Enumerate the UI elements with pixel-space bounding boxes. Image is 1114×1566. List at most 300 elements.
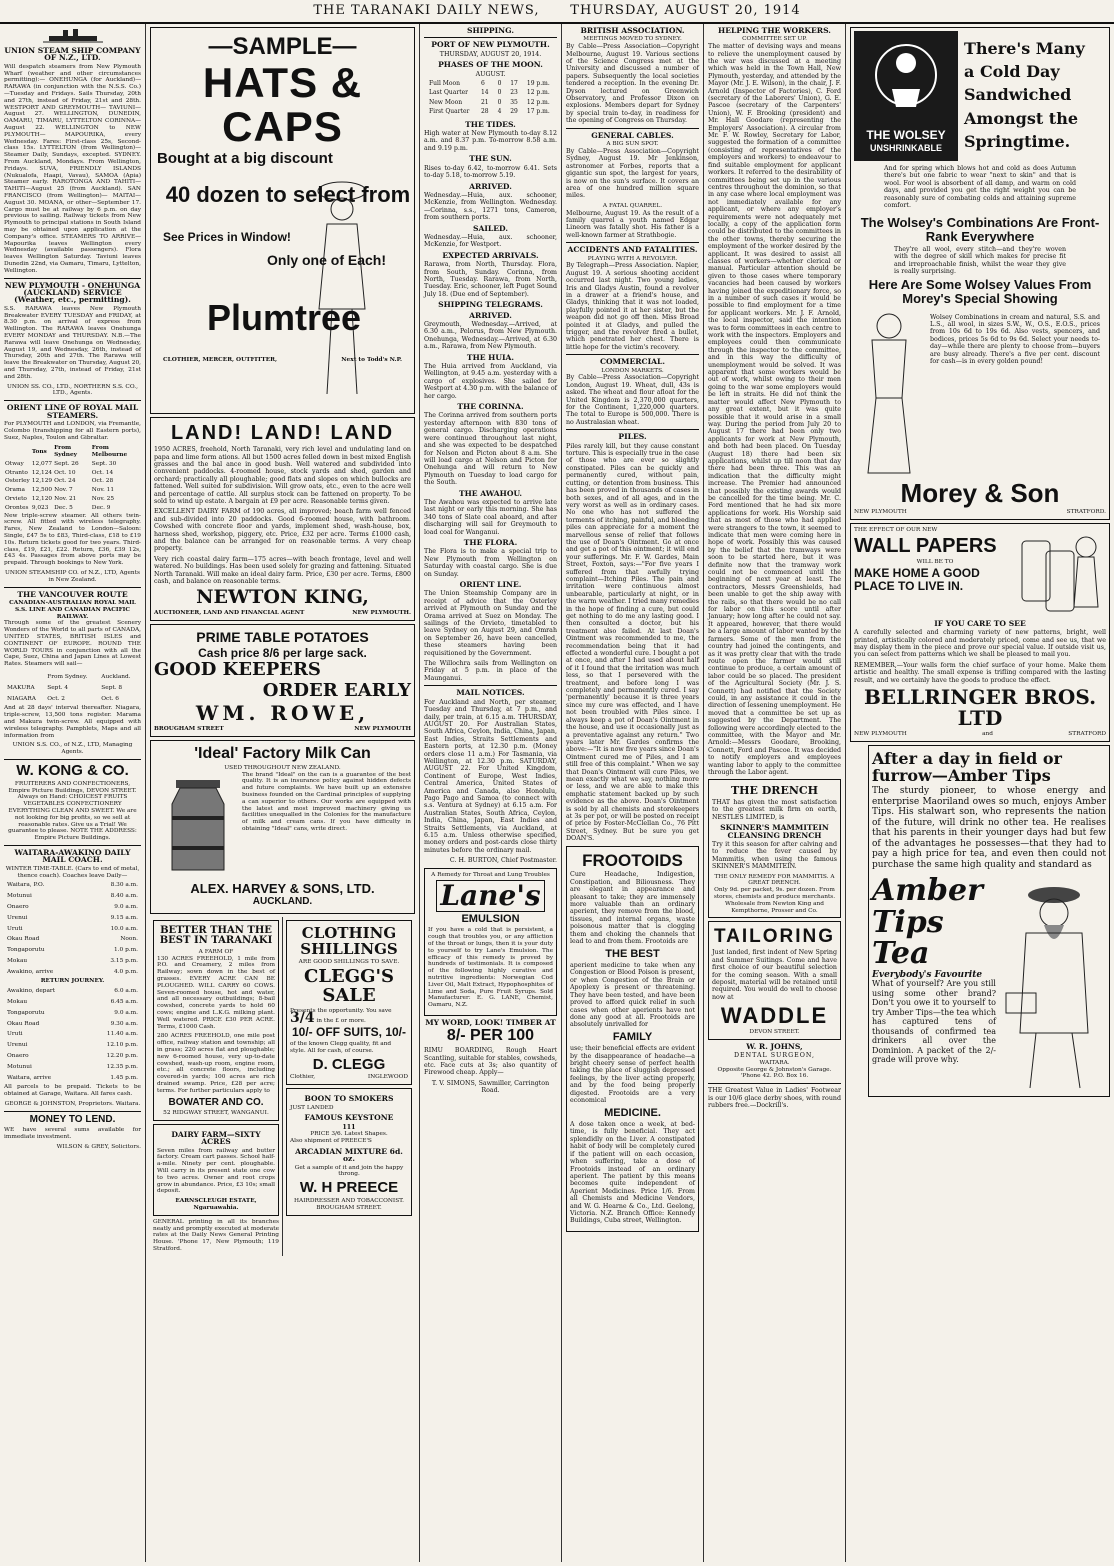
combinations-heading: The Wolsey's Combinations Are Front-Rank Everywhere [860,215,1100,245]
skinner-heading: SKINNER'S MAMMITEIN CLEANSING DRENCH [720,823,829,840]
hats-heading: HATS & CAPS [202,59,363,151]
awahou-text: The Awahou was expected to arrive late last night or early this morning. She has 340 tons of Slate coal aboard, and after discharging will sail for Greymouth to load coal for Wanganui. [424,498,557,536]
cell: Oct. 28 [91,478,114,485]
ba-sub: MEETINGS MOVED TO SYDNEY. [583,36,682,43]
waitara-text: All parcels to be prepaid. Tickets to be obtained at Garage, Waitara. All fares cash. [4,1084,141,1098]
column-2-lower [150,917,415,1256]
wallpaper-be: WILL BE TO [916,558,954,565]
johns-heading: W. R. JOHNS, [746,1042,803,1052]
amber-logo: Amber Tips Tea [872,873,983,972]
divider [4,400,141,401]
table-row [6,1030,139,1039]
only-price: Only 9d. per packet, 9s. per dozen. From stores, chemists and produce merchants. [713,887,836,901]
cell: 6.45 a.m. [110,999,138,1006]
expected-heading: EXPECTED ARRIVALS. [442,250,539,260]
cell: 12.20 p.m. [106,1053,138,1060]
cell: Nov. 7 [54,487,73,494]
cell: Oct. 2 [47,695,65,702]
column-1 [0,24,146,1562]
dclegg-row [290,1074,408,1081]
order-early: ORDER EARLY [262,680,411,702]
clothing-heading: CLOTHING SHILLINGS [300,923,398,958]
better-heading: BETTER THAN THE BEST IN TARANAKI [159,924,273,947]
orient-signature: UNION STEAMSHIP CO. of N.Z., LTD, Agents in New Zealand. [5,570,140,583]
rowe-address-1: BROUGHAM STREET [154,726,224,733]
wolsey-badge-name: THE WOLSEY [866,128,946,142]
wallpaper-heading-block [854,527,1016,617]
cell: Okau Road [7,1020,40,1027]
earnscleugh: EARNSCLEUGH ESTATE, Ngaruawahia. [175,1198,257,1211]
lanes-text: If you have a cold that is persistent, a cough that troubles you, or any affliction of the throat or lungs, then it is your duty to yourself to try Lane's Emulsion. The efficacy of this remedy is proved by hundreds of testimonials. It is composed of the following highly curative and nutritive ingredients: Norwegian Cod Liver Oil, Malt Extract, Hypophosphites of Lime and Soda, Pure Fruit Syrups. Sold Manufacturer: E. G. LANE, Chemist, Oamaru, N.Z. [428,927,553,1009]
cell: 9,023 [31,504,49,511]
amber-text-2: What of yourself? Are you still using some other brand? Don't you owe it to yourself to try Amber Tips—the tea which has captured tens of thousands of confirmed tea drinkers all over the Dominion. A packet of the 2/- grade will prove why. [872,979,996,1065]
frootoids-heading: FROOTOIDS [582,850,683,870]
timber-heading: MY WORD, LOOK! TIMBER AT [425,1017,556,1027]
boon-sub: JUST LANDED [290,1104,334,1111]
morey-address-1: NEW PLYMOUTH [854,508,907,515]
tides-text: High water at New Plymouth to-day 8.12 a.m. and 8.37 p.m. To-morrow 8.58 a.m. and 9.19 p.m. [424,130,557,152]
frootoids-ad [566,846,699,1232]
quarrel-text: Melbourne, August 19. As the result of a family quarrel a youth named Edgar Lineorn was fatally shot. His father is a well-known farmer at Strathbogie. [566,209,699,239]
wallpaper-heading: WALL PAPERS [854,534,997,557]
dclegg-name: D. CLEGG [312,1055,386,1073]
newton-address: NEW PLYMOUTH. [352,610,411,617]
dozen-heading: 40 dozen to select from [165,182,411,208]
land-heading: LAND! LAND! LAND [170,422,395,445]
cell: Orama [5,487,25,494]
milk-body [154,772,411,880]
family-text: use; their beneficial effects are evident by the disappearance of headache—a bright cheery sense of perfect health taking the place of sluggish depressed feelings, by the liver acting properly, and by the food being properly digested. Frootoids are a very economical [570,1045,695,1105]
amber-tips-ad [868,745,1110,1098]
waddle-name: WADDLE [720,1003,829,1029]
ussco-text: Will despatch steamers from New Plymouth Wharf (weather and other circumstances permitting):— ONEHUNGA (for Auckland)— RARAWA (in conjunction with the N.S.S. Co.)—Tuesday and Fridays. Sails Thursday, 20th and 27th, instead of Friday, 21st and 28th. WESTPORT AND GREYMOUTH— TAVIUNI—August 27. WELLINGTON, DUNEDIN, OAMARU, TIMARU, LYTTELTON CORINNA—August 22. WELLINGTON to NEW PLYMOUTH— MAPOURIKA, every Wednesday. Fares: First-class 25s, Second-class 15s. LYTTELTON (from Wellington)— Steamer Daily, Sundays, excepted. SYDNEY. From Auckland, Mondays. From Wellington, Fridays. SUVA, FRIENDLY ISLANDS (Nukualofa, Haapi, Vavau), SAMOA (Apia) Steamer early. RAROTONGA AND TAHITI— TAHITI—August 25 (from Auckland). SAN FRANCISCO (from Wellington)— MAITAI—August 30. MOANA, or other—September 17. Cargo must be at railway by 6 p.m. on day previous to sailing. Railway tickets from New Plymouth to principal stations in South Island may be obtained upon application at the Company's office. STEAMERS TO ARRIVE— Mapourika leaves Wellington every Wednesday (available passengers). Flora leaves Wellington Saturday. Taviuni leaves Dunedin 22nd, via Oamaru, Timaru, Lyttelton, Wellington. [4,63,141,274]
plumtree-address: Next to Todd's N.P. [341,357,402,364]
divider [4,1111,141,1112]
orient-text-2: New triple-screw steamer. All others twin-screw. All fitted with wireless telegraphy. Fares, New Zealand to London—Saloon: Single, £47 5s to £83, Third-class, £18 to £19 10s. Return tickets good for two years. Third-class, £19, £21, £22. Return, £36, £39 12s, £43 4s. Passages from above ports may be prepaid. Through bookings to New York. [4,512,141,567]
orient-table [4,444,141,512]
tailoring-ad [708,921,841,1040]
unshrinkable-label: UNSHRINKABLE [870,142,942,153]
table-row [6,1063,139,1072]
markets-text: By Cable—Press Association—Copyright London, August 19. Wheat, dull, 43s is asked. The wheat and flour afloat for the United Kingdom is 2,370,000 quarters, for the Continent, 1,220,000 quarters. The total to Europe is 500,000. There is no Australasian wheat. [566,374,699,426]
only-one: Only one of Each! [267,252,387,269]
cell: Otranto [5,469,28,476]
table-row [6,695,139,704]
cell: 28 [480,108,489,116]
rarawa-text: S.S. RARAWA leaves New Plymouth Breakwater EVERY TUESDAY and FRIDAY, at 8.30 p.m. on arrival of express from Wellington. The RARAWA leaves Onehunga EVERY MONDAY and THURSDAY. N.B.—The Rarawa will leave Onehunga on Wednesday, August 19, and Wednesday, 26th, instead of Thursday, 20th and 27th. The Rarawa will leave the Breakwater on Thursday, August 20, and Thursday, 27th, instead of Friday, 21st and 28th. [4,305,141,380]
cell: Full Moon [429,80,461,88]
better-text: 130 ACRES FREEHOLD, 1 mile from P.O. and Creamery, 2 miles from Railway; sown down in the best of grasses. EVERY ACRE CAN BE PLOUGHED. WILL CARRY 60 COWS. Seven-roomed house, hot and water, and all necessary outbuildings; 8-bail cowshed, concrete yards to hold 60 cows; engine and L.K.G. milking plant. Well watered. PRICE £30 PER ACRE. Terms, £1000 Cash. [157,955,275,1030]
best-heading: THE BEST [605,947,660,960]
table-row [6,987,139,996]
cell: 10.0 a.m. [110,925,138,932]
tailoring-heading: TAILORING [713,926,836,948]
bowater-name: BOWATER AND CO. [168,1096,264,1108]
col-head [4,444,31,460]
cell: Awakino, arrive [7,968,54,975]
orient-line-text: The Union Steamship Company are in receipt of advice that the Osterley arrived at Plymouth on Sunday and the Orama arrived at Suez on Monday. The sailings of the Orvieto, timetabled to leave Sydney on August 29, and Omrah on September 26, have been cancelled, these steamers having been requisitioned by the Government. [424,590,557,657]
table-row [426,99,555,106]
cell: Urenui [7,914,28,921]
skinner-text: Try it this season for after calving and to reduce the fever caused by Mammitis, when using the famous SKINNER'S MAMMITEIN. [712,841,837,871]
cell: 17 [510,80,518,88]
preece-ad [286,1088,412,1215]
harvey-sub: AUCKLAND. [252,896,313,908]
vancouver-text: Through some of the greatest Scenery Wonders of the World to all parts of CANADA, UNITED STATES, BRITISH ISLES and CONTINENT OF EUROPE. ROUND THE WORLD TOURS in conjunction with all the Cape, Suez, China and Japan Lines at Lowest Rates. Steamers will sail— [4,620,141,668]
bowater-address: 52 RIDGWAY STREET, WANGANUI. [163,1110,269,1116]
divider [566,354,699,355]
column-6 [846,24,1114,1562]
arrived-heading: ARRIVED. [469,181,512,191]
arcadian-text: Get a sample of it and join the happy throng. [294,1164,404,1178]
cell: Waitara, P.O. [7,882,45,889]
markets-heading: LONDON MARKETS. [601,367,664,374]
amber-left [872,873,996,1093]
rimu-text: RIMU BOARDING, Rough Heart Scantling, suitable for stables, cowsheds, etc. Face cuts at 3s; also quantity of Firewood cheap. Apply— [424,1047,557,1077]
cell: Nov. 11 [91,487,115,494]
lady-figure-icon [854,308,924,478]
clothing-sub: ARE GOOD SHILLINGS TO SAVE. [298,959,400,966]
medicine-text: A dose taken once a week, at bed-time, is fully beneficial. They act splendidly on the Liver. A constipated habit of body will be completely cured if the patient will on each occasion, when suffering, take a dose of Frootoids instead of an ordinary aperient. The patient by this means becomes quite independent of Aperient Medicines. Price 1/6. From all Chemists and Medicine Vendors, and W. G. Hearne & Co., Ltd. Geelong, Victoria. N.Z. Branch Office: Kennedy Buildings, Cuba street, Wellington. [570,1121,695,1225]
see-prices: See Prices in Window! [163,230,291,245]
port-heading: PORT OF NEW PLYMOUTH. [431,40,550,50]
dairy-text: Seven miles from railway and butter factory. Cream cart passes. School half-a-mile. Ninety per cent. ploughable. Will carry in its present state one cow to two acres. Owner and root crops grow in abundance. Price, £3 10s; small deposit. [157,1147,275,1195]
good-keepers: GOOD KEEPERS [154,659,321,681]
expected-text: Rarawa, from North, Thursday. Flora, from South, Sunday. Corinna, from North, Tuesday. Rarawa, from North, Tuesday. Eric, schooner, left Puget Sound July 18. (Due end of September). [424,261,557,298]
vancouver-sub: CANADIAN-AUSTRALIAN ROYAL MAIL S.S. LINE AND CANADIAN PACIFIC RAILWAY. [9,600,136,620]
milk-text: The brand "Ideal" on the can is a guarantee of the best quality. It is an insurance policy against hidden defects and future complaints. We have built up an extensive business founded on the Cardinal principles of supplying a can superior to others. Our works are equipped with the latest and most improved machinery giving us facilities unequalled in the Colonies for the manufacture of milk and cream cans. If you have difficulty in obtaining "Ideal" cans, write direct. [242,771,411,832]
wallpaper-text: A carefully selected and charming variety of new patterns, bright, well printed, artistically colored and moderately priced, come and see us, that we may display them in the piece and prove our special value. If outside visit us, you can select from patterns which we shall be pleased to mail you. [854,629,1106,659]
better-ad [153,920,279,1121]
cell: 35 [510,98,518,106]
morey-address-2: STRATFORD. [1066,508,1106,515]
piles-heading: PILES. [618,432,647,442]
preece-address: BROUGHAM STREET. [316,1204,382,1211]
revolver-text: By Telegraph—Press Association. Napier, August 19. A serious shooting accident occurred last night. Two young ladies, Iris and Gladys Austin, found a revolver in a drawer at a friend's house, and Gladys, thinking that it was not loaded, playfully pointed it at her sister, but the weapon did not go off then. Miss Broad pointed it at Gladys, and pulled the trigger, and the revolver fired a bullet, which penetrated her chest. There is little hope for the victim's recovery. [566,262,699,351]
divider [566,242,699,243]
johns-sub: DENTAL SURGEON, [733,1052,815,1060]
suits-text: of the known Clegg quality, fit and style. All for cash, of course. [290,1041,392,1054]
rimu-signature: T. V. SIMONS, Sawmiller, Carrington Road. [431,1079,550,1095]
cell: Osterley [5,478,30,485]
cell: Uruti [7,1031,23,1038]
drench-text: THAT has given the most satisfaction to the greatest milk firm on earth, NESTLES LIMITED, is [712,798,837,821]
steamship-icon [43,26,103,44]
cell: Nov. 21 [54,496,77,503]
money-heading: MONEY TO LEND. [29,1113,116,1125]
column-3 [420,24,562,1562]
col-head: From Sydney [54,445,78,459]
corinna-heading: THE CORINNA. [457,402,524,412]
waitara-signature: GEORGE & JOHNSTON, Proprietors. Waitara. [4,1101,141,1108]
cell: 3.15 p.m. [110,957,138,964]
pioneer-figure-icon [996,873,1106,1093]
rowe-address-2: NEW PLYMOUTH [354,726,411,733]
commercial-heading: COMMERCIAL. [599,357,666,367]
divider [566,128,699,129]
cell: 8.30 a.m. [110,882,138,889]
cell: New Moon [429,98,463,106]
moon-heading: PHASES OF THE MOON. [438,60,543,70]
timber-price: 8/- PER 100 [446,1027,535,1045]
cell: Last Quarter [429,89,469,97]
kong-text: FRUITERERS AND CONFECTIONERS, Empire Picture Buildings, DEVON STREET. Always on Hand: CHOICEST FRUITS VEGETABLES CONFECTIONERY EVERYTHING CLEAN AND SWEET. We are not looking for big profits, so we sell at reasonable rates. Give us a Trial! We guarantee to please. NOTE THE ADDRESS: Empire Picture Buildings. [8,780,137,842]
table-row [6,684,139,693]
wolsey-logo-icon [866,37,946,127]
cell: Oct. 10 [54,469,76,476]
cell: Uruti [7,925,23,932]
lanes-heading: Lane's [436,880,545,911]
better-sub: A FARM OF [198,948,234,955]
cell: Onaero [7,903,29,910]
waitara-heading: WAITARA-AWAKINO DAILY MAIL COACH. [14,847,131,865]
lanes-sub: A Remedy for Throat and Lung Troubles [431,871,550,878]
lanes-emulsion: EMULSION [461,912,520,925]
cell: Sept. 26 [54,460,79,467]
wolsey-ad [850,27,1110,520]
cell: 12,120 [31,496,53,503]
cell: Tongaporutu [7,1009,45,1016]
land-text-1: 1950 ACRES, freehold, North Taranaki, very rich level and undulating land on papa and lime form ations. All but 1500 acres felled down in best mixed English grasses and the bal ance in good bush. Well watered and subdivided into convenient paddocks. 4-roomed house, stock yards and shed, garden and orchard; practically all ploughable; good flats and slopes on which bullocks are fattened. Well suited for subdivision. Will grow oats, etc., even to the acre well and percentage of cattle. All surplus stock can be fattened on property. To be sold to wind up estate. A bargain at £9 per acre. Reasonable terms given. [154,446,411,505]
wallpaper-pre: THE EFFECT OF OUR NEW [854,526,938,533]
keystone-heading: FAMOUS KEYSTONE [304,1113,394,1123]
cell: 12.10 p.m. [106,1042,138,1049]
cell: Mokau [7,957,28,964]
sunspot-text: By Cable—Press Association—Copyright Sydney, August 19. Mr Jenkinson, astronomer at Forbes, reports that a gigantic sun spot, the largest for years, is now on the sun's surface. It covers an area of one hundred million square miles. [566,147,699,200]
mail-text: For Auckland and North, per steamer, Tuesday and Thursday, at 7 p.m., and daily, per train, at 6.15 a.m. THURSDAY, AUGUST 20. For Australian States, South Africa, Ceylon, India, China, Japan, East Indies, Straits Settlements and Eastern ports, at 12.30 p.m. (Money orders close 11 a.m.) For Tasmania, via Wellington, at 12.30 p.m. SATURDAY, AUGUST 22. For United Kingdom, Continent of Europe, West Indies, Central America, United States of America and Canada, also Honolulu, Pago Pago and Samoa (to connect with s.s. Ventura at Sydney) at 6.15 a.m. For Australian States, South Africa, Ceylon, India, China, Japan, East Indies and Straits Settlements, via Auckland, at 6.15 a.m. Unless otherwise specified, money orders and post-cards close thirty minutes before the ordinary mail. [424,698,557,854]
vancouver-text-2: And at 28 days' interval thereafter. Niagara, triple-screw, 13,500 tons register. Marama and Makura twin-screw. All equipped with wireless telegraphy. Pamphlets, Maps and all information from [4,705,141,739]
sample-heading: —SAMPLE— [208,33,357,60]
cell: 1.0 p.m. [114,947,138,954]
wallpaper-care: IF YOU CARE TO SEE [934,618,1026,628]
divider [424,37,557,38]
cell: Oct. 6 [101,695,119,702]
committee-sub: COMMITTEE SET UP. [742,36,807,43]
sailed-heading: SAILED. [472,223,508,233]
medicine-heading: MEDICINE. [604,1106,661,1119]
cell: 12,129 [31,478,53,485]
cell: Urenui [7,1042,28,1049]
amber-body [872,873,1106,1093]
moon-month: AUGUST. [475,70,506,78]
bought-text: Bought at a big discount [157,150,333,168]
lanes-emulsion-ad [424,868,557,1016]
bellringer-and: and [982,731,993,737]
cell: 14 [480,89,489,97]
rowe-ad [150,624,415,737]
column-5 [704,24,846,1562]
cell: 9.0 a.m. [114,903,138,910]
moon-table [424,78,557,118]
table-row [6,925,139,934]
remember-text: REMEMBER,—Your walls form the chief surface of your home. Make them artistic and healthy. The small expense is trifling compared with the lasting result, and we certainly have the goods to produce the effect. [854,661,1106,684]
cell: 8.40 a.m. [110,893,138,900]
cell: Motunui [7,1063,32,1070]
boon-heading: BOON TO SMOKERS [304,1094,394,1104]
column-2 [146,24,420,1562]
arrived-heading-2: ARRIVED. [469,310,512,320]
cell: Sept. 8 [101,684,123,691]
cell: Tongaporutu [7,947,45,954]
quarrel-heading: A FATAL QUARREL. [602,202,663,209]
flora-text: The Flora is to make a special trip to New Plymouth from Wellington on Saturday with coastal cargo. She is due on Sunday. [424,548,557,578]
cell: 17 p.m. [526,108,550,116]
helping-text: The matter of devising ways and means to relieve the unemployment caused by the war was discussed at a meeting which was held in the Town Hall, New Plymouth, yesterday, and attended by the Mayor (Mr. J. E. Wilson), in the chair, J. F. Arnold (Inspector of Factories), C. Ford (secretary of the Laborers' Union), G. E. Pascoe (secretary of the Carpenters' Union), W. F. Brooking (president) and Mr. Hall Goodare (representing the Employers' Association). A circular from Mr. F. W. Rowley, Secretary for Labor, suggested the formation of a committee (consisting of representatives of the employers and workers) to endeavour to find suitable employment for applicant workers. It referred to the desirability of committees being set up in the various centres throughout the dominion, so that in any case where local employment was not immediately available for any applicant, or where any employer's requirements were not adequately met locally, a copy of the application form could be distributed to the committees in the other towns, thereby securing the employment of the worker desired by the applicant. It was desired to assist all classes of workers—whether clerical or manual. Particular attention should be given to those cases where temporary vacancies had been caused by workers having joined the expeditionary force, so in a number of such cases it would be possible to find employment for a time for applicant workers. Mr. J. F. Arnold, the local inspector, said the intention was to form committees in each centre to work with the inspectors. Employers and employees could then communicate through the inspector to the committee, and in this way the difficulty of unemployment would be solved. It was apparent that some workers would be out of work, whilst owing to their men going to the war some employers would be left in straits. He did not think the matter would affect New Plymouth to any great extent, but it was quite possible that it would arise in a small way. During the period from July 20 to August 17 there had been only two applicants for work at New Plymouth, and both had been placed. On Tuesday (August 18) there had been six applications, whilst up till noon that day there had been three. This was an indication that the difficulty might increase. The Premier had announced that possibly the existing awards would be cancelled for the time being. Mr. C. Ford mentioned that he had six more applications for work. His Worship said that as most of those who had applied were strangers to the town, it seemed to indicate that men were coming here in hope of work. Possibly this was caused by the belief that the tramways were soon to be started here, but it was definite now that the tramway work could not be commenced until the beginning of next year at least. The contractors, Messrs Greenshields, had been unable to get the ship away with the rails, so that there would be no call for labor on this score until after January; how long after he could not say. It appeared, however, that there would be a large amount of labor wanted by the farmers. Some of the men from the country had joined the contingents, and as it was pretty clear that with the trade route open the farmer would still continue to produce, a certain amount of labor could be so placed. The president of the Agricultural Society (Mr. J. S. Connett) had notified that the Society could, in any assistance it could in the direction of lessening unemployment. He moved that a committee be set up as suggested by the Department. The following were accordingly elected to the committee, with the Mayor and Mr. Arnold:—Messrs Goodare, Brooking, Connett, Ford and Pascoe. It was decided to notify employers and employees wanting labor to apply to the committee through the Labor agent. [708,43,841,777]
cell: MAKURA [7,684,35,691]
divider [708,1083,841,1084]
divider [4,845,141,846]
clegg-text-2: in the £ or more. [316,1017,366,1024]
cell: Waitara, arrive [7,1074,52,1081]
tailoring-text: Just landed, first indent of New Spring and Summer Suitings. Come and have first choice of our beautiful selection for the coming season. With a small deposit, material will be retained until required. You would do well to choose now at [712,949,837,1001]
cell: 6.0 a.m. [114,988,138,995]
table-row [6,1041,139,1050]
piles-text: Piles rarely kill, but they cause constant torture. This is especially true in the case of those who are ever so slightly constipated. Piles can be quickly and permanently cured, without pain, cutting, or detention from business. This has been proved in thousands of cases in both sexes, and of all ages, and in the very worst as well as in ordinary cases. No one who has not suffered the torments of itching, painful, and bleeding piles can appreciate for a moment the marvellous sense of relief that follows the use of Doan's Ointment. Go at once and get a pot of this ointment; it will end your sufferings. Mr. F. W. Gardes, Main Street, Foxton, says:—"For five years I suffered from that awfully trying complaint—Itching Piles. The pain and irritation were continuous almost unbearable, particularly at night, or in the warm weather. I tried many remedies in the hope of finding a cure, but could get nothing to do me any lasting good. I then consulted a doctor, but his treatment also failed. At last Doan's Ointment was recommended to me, the recommendation being that it had effected a wonderful cure. I bought a pot at once, and after I had used about half of it I found that the irritation was much less, so that I persevered with the treatment, and before long I was completely and permanently cured. I say 'permanently' because it is three years since my cure was effected, and I have not been troubled with Piles since. I always keep a pot of Doan's Ointment in the house, and use it occasionally just as a preventative against any return." Two years later Mr. Gardes confirms the above:—"It is now five years since Doan's Ointment cured me of Piles, and I am still free of this complaint." When we say that Doan's Ointment will cure Piles, we mean exactly what we say, nothing more or less, and we are able to make this emphatic statement backed up by such evidence as the above. Doan's Ointment is sold by all chemists and storekeepers at 3s per pot, or will be posted on receipt of price by Foster-McClellan Co., 76 Pitt Street, Sydney. But be sure you get DOAN'S. [566,442,699,843]
amber-favourite: Everybody's Favourite [872,969,983,980]
cell: 4 [497,108,502,116]
keystone-price: PRICE 3/6. Latest Shapes. [310,1131,388,1138]
cell: 12,124 [31,469,53,476]
combinations-text: They're all wool, every stitch—and they're woven with the degree of skill which makes for precise fit and irreproachable finish, whilst the wear they give is really surprising. [894,245,1066,275]
return-table [4,985,141,1084]
huia-heading: THE HUIA. [466,352,515,362]
farm-ads [150,917,282,1256]
bellringer-address-row [854,731,1106,738]
cell: 12,500 [31,487,53,494]
cell: Noon. [120,936,138,943]
table-row [4,460,141,469]
cell: Oct. 14 [91,469,114,476]
sun-heading: THE SUN. [469,154,512,164]
keystone-number: 111 [342,1123,356,1131]
flora-heading: THE FLORA. [463,537,518,547]
cell: Okau Road [7,936,40,943]
willochra-text: The Willochra sails from Wellington on Friday at 5 p.m. in place of the Maunganui. [424,660,557,682]
column-4 [562,24,704,1562]
bellringer-heading: BELLRINGER BROS. LTD [863,685,1097,730]
cell: 21 [480,98,489,106]
cell: 12.35 p.m. [106,1063,138,1070]
money-signature: WILSON & GREY, Solicitors. [56,1143,141,1150]
clegg-text: Presents the opportunity. You save [290,1007,392,1014]
table-row [4,495,141,504]
plumtree-sub: CLOTHIER, MERCER, OUTFITTER, [163,357,277,364]
frootoids-text: Cure Headache, Indigestion, Constipation, and Biliousness. They are elegant in appearance and pleasant to take; they are immensely more valuable than an ordinary aperient, they remove from the blood, tissues, and internal organs, waste poisonous matter that is clogging them and choking the channels that lead to and from them. Frootoids are [570,871,695,946]
cell: Oct. 24 [54,478,76,485]
also-shipment: Also shipment of PREECE'S [290,1137,372,1144]
bellringer-ad [850,523,1110,742]
drench-ad [708,779,841,918]
col-head: From Melbourne [91,445,128,459]
cell: 19 p.m. [526,80,550,88]
milk-can-icon [158,776,238,876]
bellringer-address-2: STRATFORD [1068,731,1106,737]
potato-heading: PRIME TABLE POTATOES [196,629,369,646]
cell: 9.0 a.m. [114,1009,138,1016]
wallpaper-top [854,527,1106,617]
ba-heading: BRITISH ASSOCIATION. [580,26,685,35]
values-heading: Here Are Some Wolsey Values From Morey's Special Showing [868,277,1092,307]
tides-heading: THE TIDES. [465,119,516,129]
masthead-date: THURSDAY, AUGUST 20, 1914 [570,3,801,18]
newton-sub: AUCTIONEER, LAND AND FINANCIAL AGENT [154,610,305,617]
newton-heading: NEWTON KING, [196,586,369,609]
corinna-text: The Corinna arrived from southern ports yesterday afternoon with 830 tons of general cargo. Discharging operations were continued throughout last night, and she was expected to be despatched for Nelson and Picton about 8 a.m. She will load cargo at Nelson and Picton for Onehunga and will return to New Plymouth on Tuesday to load cargo for the South. [424,412,557,487]
sailed-text: Wednesday.—Huia, aux. schooner, McKenzie, for Westport. [424,233,557,249]
accidents-heading: ACCIDENTS AND FATALITIES. [567,245,698,255]
table-row [6,998,139,1007]
table-row [6,673,139,682]
only-remedy: THE ONLY REMEDY FOR MAMMITIS. A GREAT DRENCH. [714,873,835,887]
helping-heading: HELPING THE WORKERS. [718,26,831,35]
awahou-heading: THE AWAHOU. [458,488,523,498]
telegrams-text: Greymouth, Wednesday.—Arrived, at 6.30 a.m., Pelorus, from New Plymouth. Onehunga, Wednesday.—Arrived, at 6.30 a.m., Rarawa, from New Plymouth. [424,321,557,351]
preece-name: W. H PREECE [299,1179,399,1197]
wallpaper-make: MAKE HOME A GOOD PLACE TO LIVE IN. [854,566,980,593]
orient-text: For PLYMOUTH and LONDON, via Fremantle, Colombo (transhipping for all Eastern ports), Suez, Naples, Toulon and Gibraltar. [4,420,141,441]
newton-sub-row [154,610,411,617]
plumtree-name: Plumtree [207,297,362,339]
potato-price: Cash price 8/6 per large sack. [198,645,367,660]
cables-heading: GENERAL CABLES. [591,130,674,140]
cell: Mokau [7,999,28,1006]
dclegg-sub: Clothier, [290,1074,316,1081]
sun-text: Rises to-day 6.42, to-morrow 6.41. Sets to-day 5.18, to-morrow 5.19. [424,164,557,180]
cell: Dec. 9 [91,504,111,511]
cell: 11.40 a.m. [106,1031,138,1038]
waitara-sub: WINTER TIME-TABLE. (Cars to end of metal, thence coach). Coaches leave Daily— [5,865,140,879]
clegg-heading: CLEGG'S SALE [304,966,394,1006]
cell: 9.30 a.m. [110,1020,138,1027]
wolsey-text: And for spring which blows hot and cold as does Autumn there's but one fabric to wear "next to skin" and that is wool. For wool is absorbent of all damp, and warm on cold days, and provided you get the right weight you can be reasonably sure of combating colds and attaining supreme comfort. [884,165,1076,210]
cell: 29 [510,108,518,116]
milk-heading: 'Ideal' Factory Milk Can [194,745,371,763]
land-text-3: Very rich coastal dairy farm—175 acres—with beach frontage, level and well watered. No buildings. Has been used solely for grazing and fattening. Situated North Taranaki. Will make an ideal dairy farm. Price, £30 per acre. Terms, £800 cash, and balance on reasonable terms. [154,555,411,586]
wallpaper-rolls-icon [1016,527,1106,617]
cell: Otway [5,460,24,467]
amber-heading: After a day in field or furrow—Amber Tips [872,748,1062,785]
rowe-heading: WM. ROWE, [195,701,370,726]
divider [4,587,141,588]
table-row [6,1020,139,1029]
table-row [6,1074,139,1083]
cell: 1.45 p.m. [110,1074,138,1081]
orient-line-heading: ORIENT LINE. [459,580,522,589]
morey-heading: Morey & Son [900,477,1060,508]
cell: From Sydney. [47,674,88,681]
cell: 9.15 a.m. [110,914,138,921]
cell: Motunui [7,893,32,900]
table-row [6,914,139,923]
vancouver-heading: THE VANCOUVER ROUTE [17,589,128,599]
masthead [0,0,1114,24]
land-text-2: EXCELLENT DAIRY FARM of 190 acres, all improved; beach farm well fenced and sub-divided into 20 paddocks. Good 6-roomed house, with bathroom. Cowshed with concrete floor and yards, implement shed, wash-house, box, harness shed, workshop, piggery, etc. Price, £32 per acre. Terms £1000 cash, and the balance can be arranged for on reasonable terms. A very cheap property. [154,508,411,553]
cell: Onaero [7,1053,29,1060]
sunspot-heading: A BIG SUN SPOT. [606,141,659,148]
orient-table-head [4,444,141,460]
wolsey-heading: There's Many a Cold Day Sandwiched Amongst the Springtime. [964,39,1085,151]
mail-heading: MAIL NOTICES. [456,688,525,698]
cell: 12 p.m. [526,98,550,106]
arrived-text: Wednesday.—Huia, aux. schooner, McKenzie, from Wellington. Wednesday.—Corinna, s.s., 1271 tons, Cameron, from southern ports. [424,191,557,222]
table-row [6,968,139,977]
cell: Auckland. [101,674,131,681]
col-head: Tons [31,448,47,455]
clegg-preece-ads [282,917,415,1256]
suits-offer: 10/- OFF SUITS, 10/- [291,1025,407,1040]
table-row [6,946,139,955]
plumtree-ad [150,27,415,414]
